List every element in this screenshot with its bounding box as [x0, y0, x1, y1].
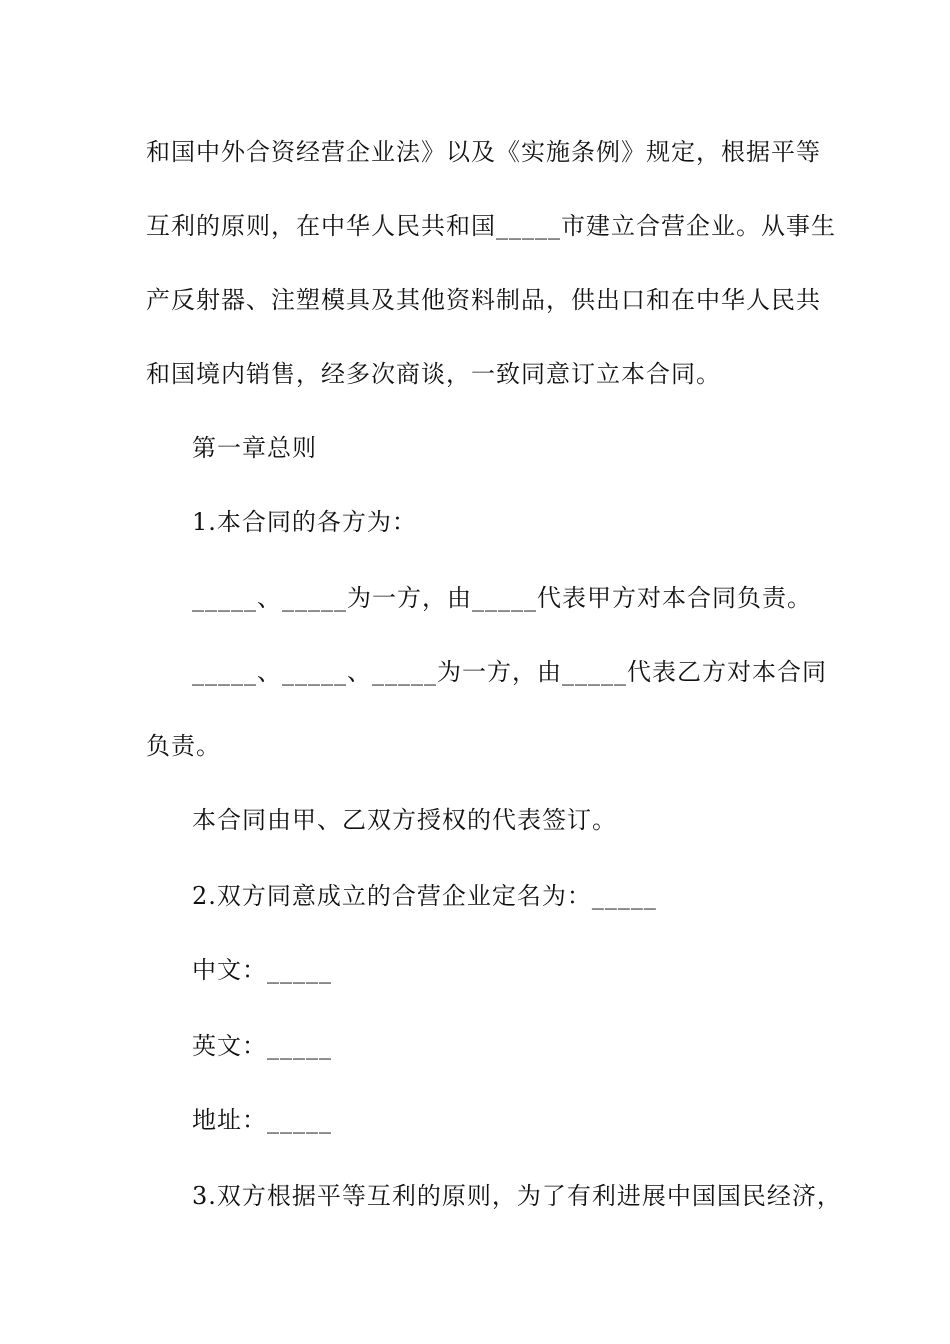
chinese-name-line: 中文：_____ [192, 956, 332, 984]
party-b-line-continued: 负责。 [146, 732, 221, 760]
paragraph-line: 产反射器、注塑模具及其他资料制品，供出口和在中华人民共 [146, 286, 821, 314]
clause-item: 3.双方根据平等互利的原则，为了有利进展中国国民经济， [192, 1182, 842, 1210]
chapter-heading: 第一章总则 [192, 434, 317, 462]
address-line: 地址：_____ [192, 1106, 332, 1134]
clause-item: 1.本合同的各方为： [192, 508, 417, 536]
paragraph-line: 互利的原则，在中华人民共和国_____市建立合营企业。从事生 [146, 212, 836, 240]
english-name-line: 英文：_____ [192, 1032, 332, 1060]
party-b-line: _____、_____、_____为一方，由_____代表乙方对本合同 [192, 658, 827, 686]
paragraph-line: 和国境内销售，经多次商谈，一致同意订立本合同。 [146, 360, 721, 388]
party-a-line: _____、_____为一方，由_____代表甲方对本合同负责。 [192, 584, 812, 612]
clause-item: 2.双方同意成立的合营企业定名为：_____ [192, 882, 657, 910]
paragraph-line: 和国中外合资经营企业法》以及《实施条例》规定，根据平等 [146, 138, 821, 166]
paragraph-line: 本合同由甲、乙双方授权的代表签订。 [192, 806, 617, 834]
